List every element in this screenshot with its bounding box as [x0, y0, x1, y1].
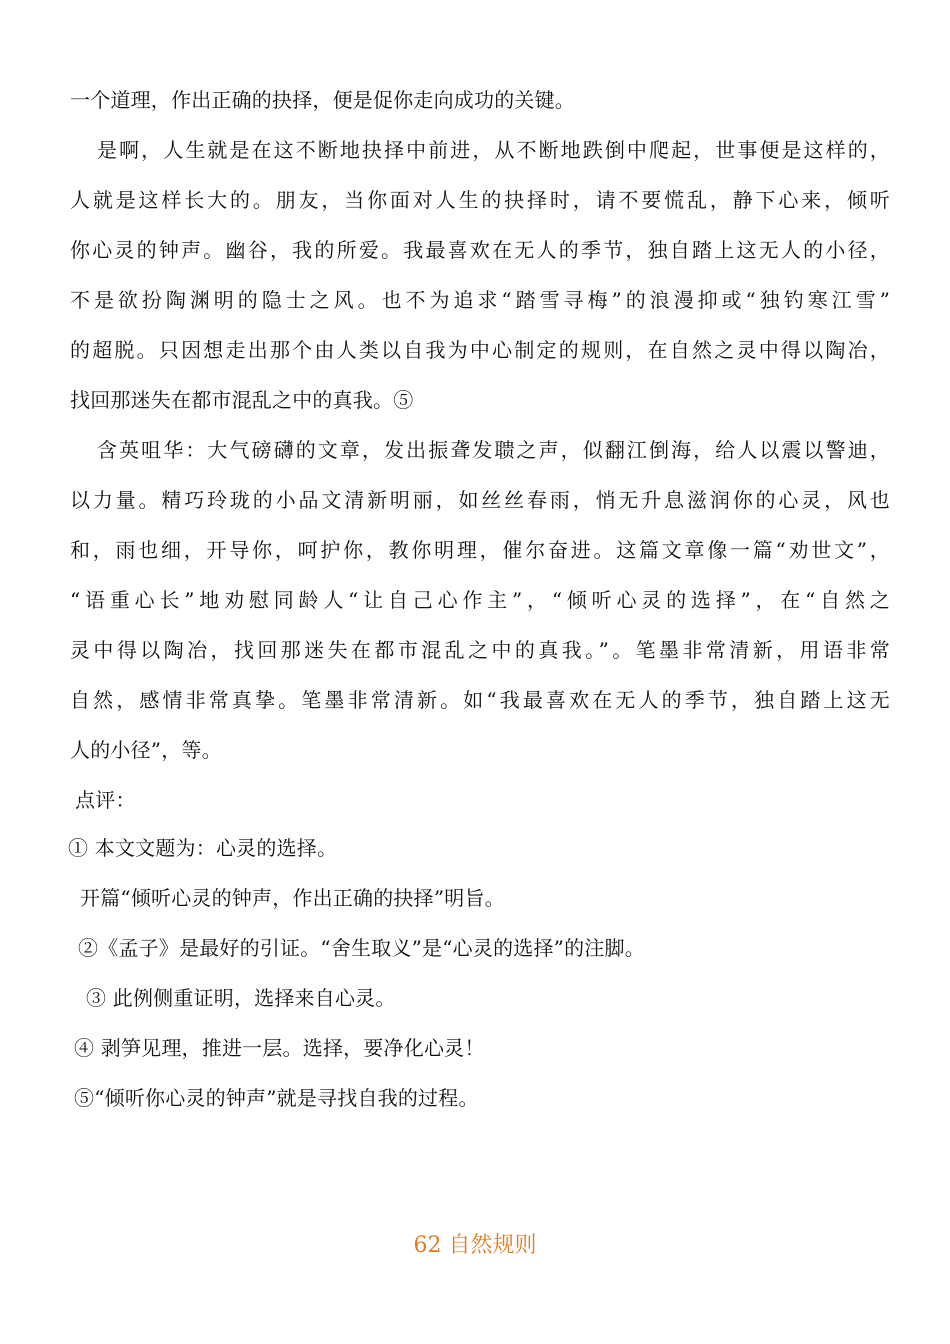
paragraph-line: 你心灵的钟声。幽谷，我的所爱。我最喜欢在无人的季节，独自踏上这无人的小径，: [70, 238, 890, 262]
paragraph-line: 的超脱。只因想走出那个由人类以自我为中心制定的规则，在自然之灵中得以陶冶，: [70, 338, 890, 362]
paragraph-line: “语重心长”地劝慰同龄人“让自己心作主”，“倾听心灵的选择”，在“自然之: [70, 588, 890, 612]
paragraph-line: 人的小径”，等。: [70, 738, 222, 762]
comment-item: ②《孟子》是最好的引证。“舍生取义”是“心灵的选择”的注脚。: [78, 936, 645, 960]
paragraph-line: 和，雨也细，开导你，呵护你，教你明理，催尔奋进。这篇文章像一篇“劝世文”，: [70, 538, 890, 562]
paragraph-line: 人就是这样长大的。朋友，当你面对人生的抉择时，请不要慌乱，静下心来，倾听: [70, 188, 890, 212]
paragraph-line: 以力量。精巧玲珑的小品文清新明丽，如丝丝春雨，悄无升息滋润你的心灵，风也: [70, 488, 890, 512]
paragraph-line: 自然，感情非常真挚。笔墨非常清新。如“我最喜欢在无人的季节，独自踏上这无: [70, 688, 890, 712]
comment-item: ⑤“倾听你心灵的钟声”就是寻找自我的过程。: [74, 1086, 479, 1110]
paragraph-line: 灵中得以陶冶，找回那迷失在都市混乱之中的真我。”。笔墨非常清新，用语非常: [70, 638, 890, 662]
paragraph-line: 一个道理，作出正确的抉择，便是促你走向成功的关键。: [70, 88, 575, 112]
footer-title: 62 自然规则: [413, 1233, 537, 1258]
paragraph-line: 找回那迷失在都市混乱之中的真我。⑤: [70, 388, 414, 412]
paragraph-line: 含英咀华：大气磅礴的文章，发出振聋发聩之声，似翻江倒海，给人以震以警迪，: [97, 438, 890, 462]
comment-heading: 点评：: [75, 788, 136, 812]
paragraph-line: 不是欲扮陶渊明的隐士之风。也不为追求“踏雪寻梅”的浪漫抑或“独钓寒江雪”: [70, 288, 890, 312]
comment-item: ④ 剥笋见理，推进一层。选择，要净化心灵！: [74, 1036, 485, 1060]
comment-item: ① 本文文题为：心灵的选择。: [68, 836, 338, 860]
comment-item: 开篇“倾听心灵的钟声，作出正确的抉择”明旨。: [80, 886, 505, 910]
paragraph-line: 是啊，人生就是在这不断地抉择中前进，从不断地跌倒中爬起，世事便是这样的，: [97, 138, 890, 162]
comment-item: ③ 此例侧重证明，选择来自心灵。: [86, 986, 396, 1010]
